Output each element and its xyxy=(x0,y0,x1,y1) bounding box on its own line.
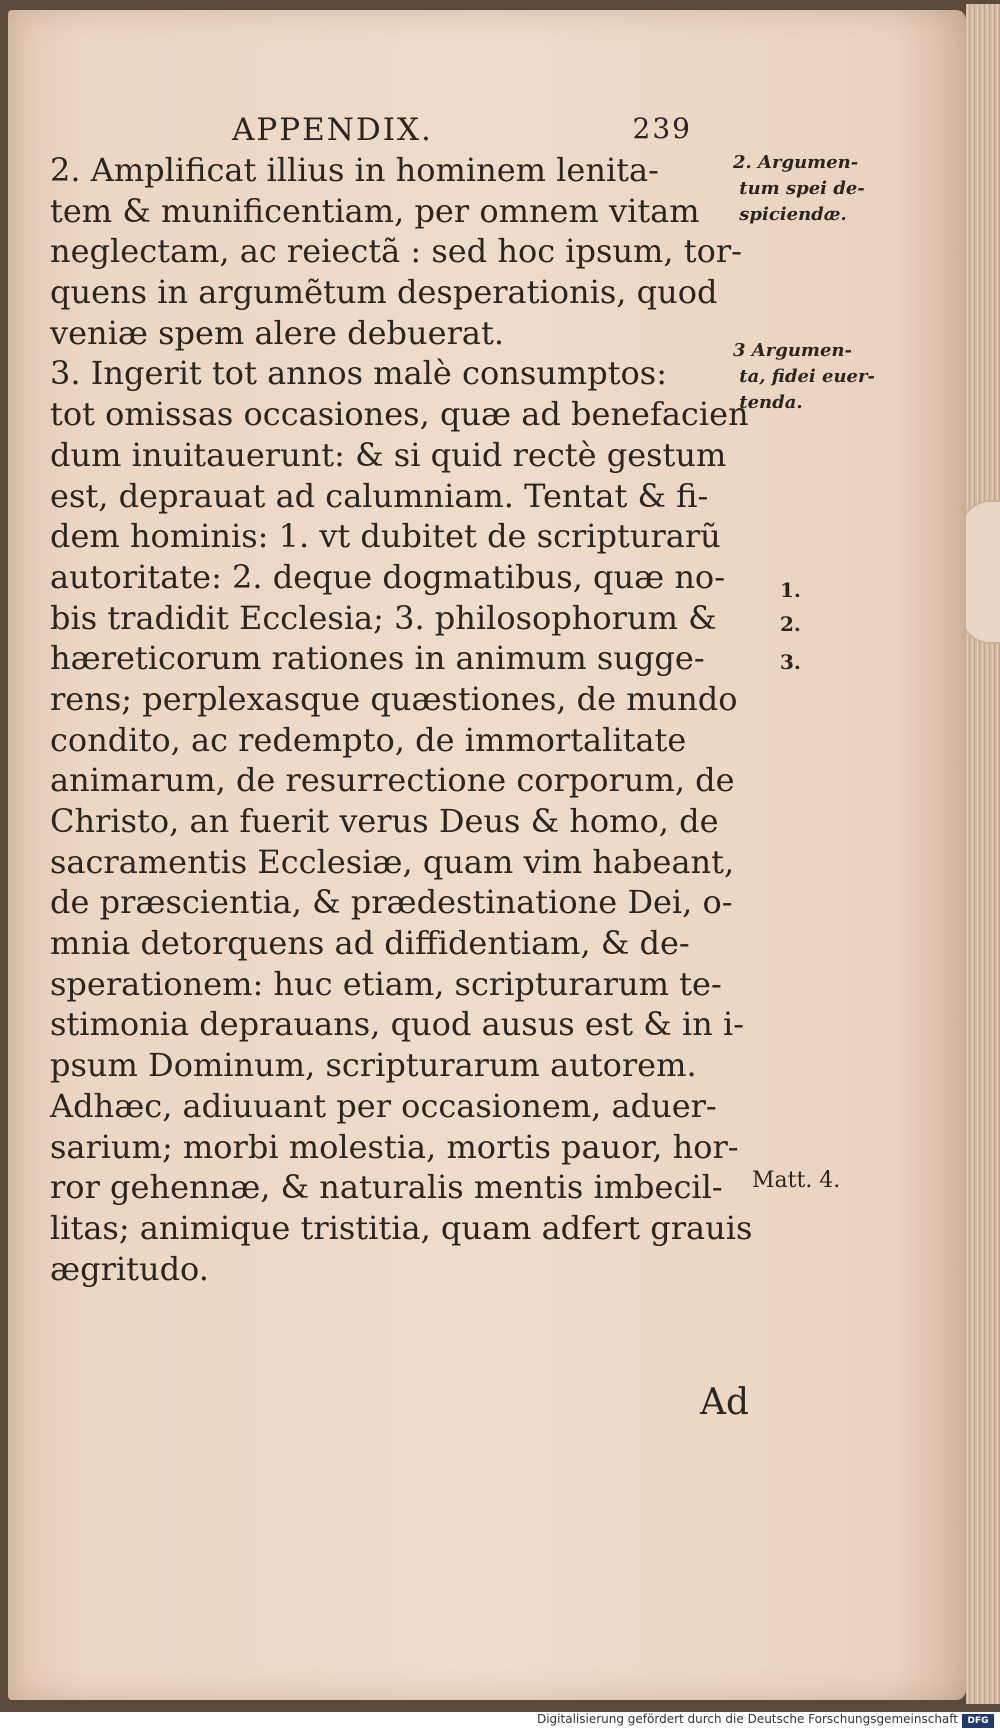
text-line: Christo, an fuerit verus Deus & homo, de xyxy=(50,802,719,840)
text-line: veniæ spem alere debuerat. xyxy=(50,313,504,352)
text-line: ror gehennæ, & naturalis mentis imbecil- xyxy=(50,1168,723,1207)
margin-note-spei: 2. Argumen- tum spei de- spiciendæ. xyxy=(733,152,865,225)
text-line: hæreticorum rationes in animum sugge- xyxy=(50,639,705,678)
margin-marker-2: 2. xyxy=(780,612,801,636)
text-line: ægritudo. xyxy=(50,1249,209,1288)
text-line: sacramentis Ecclesiæ, quam vim habeant, xyxy=(50,842,735,881)
header-title: APPENDIX. xyxy=(232,112,433,148)
page-tab xyxy=(960,500,1000,644)
text-line: mnia detorquens ad diffidentiam, & de- xyxy=(50,924,690,963)
text-line: neglectam, ac reiectã : sed hoc ipsum, tor- xyxy=(50,232,742,271)
text-line: sperationem: huc etiam, scripturarum te- xyxy=(50,964,722,1003)
footer-credit: Digitalisierung gefördert durch die Deutsche Forschungsgemeinschaft xyxy=(536,1712,958,1726)
text-line: bis tradidit Ecclesia; 3. philosophorum & xyxy=(50,598,717,637)
text-line: quens in argumẽtum desperationis, quod xyxy=(50,273,718,312)
text-line: de præscientia, & prædestinatione Dei, o- xyxy=(50,883,733,922)
margin-marker-1: 1. xyxy=(780,578,801,602)
text-line: psum Dominum, scripturarum autorem. xyxy=(50,1046,697,1085)
text-line: tot omissas occasiones, quæ ad benefacien xyxy=(50,395,749,434)
text-line: dum inuitauerunt: & si quid rectè gestum xyxy=(50,435,727,474)
text-line: est, deprauat ad calumniam. Tentat & fi- xyxy=(50,476,709,515)
margin-note-fidei: 3 Argumen- ta, fidei euer- tenda. xyxy=(733,340,875,413)
text-line: 2. Amplificat illius in hominem lenita- xyxy=(50,151,659,189)
text-line: stimonia deprauans, quod ausus est & in i- xyxy=(50,1005,744,1044)
text-line: animarum, de resurrectione corporum, de xyxy=(50,761,735,800)
text-line: litas; animique tristitia, quam adfert grauis xyxy=(50,1208,753,1247)
running-header xyxy=(232,112,692,146)
margin-reference-matt: Matt. 4. xyxy=(752,1168,841,1193)
text-line: sarium; morbi molestia, mortis pauor, hor- xyxy=(50,1127,739,1166)
catchword: Ad xyxy=(700,1382,750,1423)
text-line: dem hominis: 1. vt dubitet de scripturarũ xyxy=(50,517,721,556)
text-line: condito, ac redempto, de immortalitate xyxy=(50,720,687,759)
body-text xyxy=(50,150,753,1289)
text-line: rens; perplexasque quæstiones, de mundo xyxy=(50,679,738,718)
text-line: tem & munificentiam, per omnem vitam xyxy=(50,191,700,230)
dfg-logo: DFG xyxy=(962,1714,994,1728)
margin-marker-3: 3. xyxy=(780,650,801,674)
text-line: autoritate: 2. deque dogmatibus, quæ no- xyxy=(50,557,725,596)
page-number: 239 xyxy=(632,112,692,145)
footer-bar xyxy=(0,1712,1000,1730)
text-line: 3. Ingerit tot annos malè consumptos: xyxy=(50,354,667,393)
text-line: Adhæc, adiuuant per occasionem, aduer- xyxy=(50,1086,717,1125)
page-fore-edge xyxy=(966,4,1000,1704)
